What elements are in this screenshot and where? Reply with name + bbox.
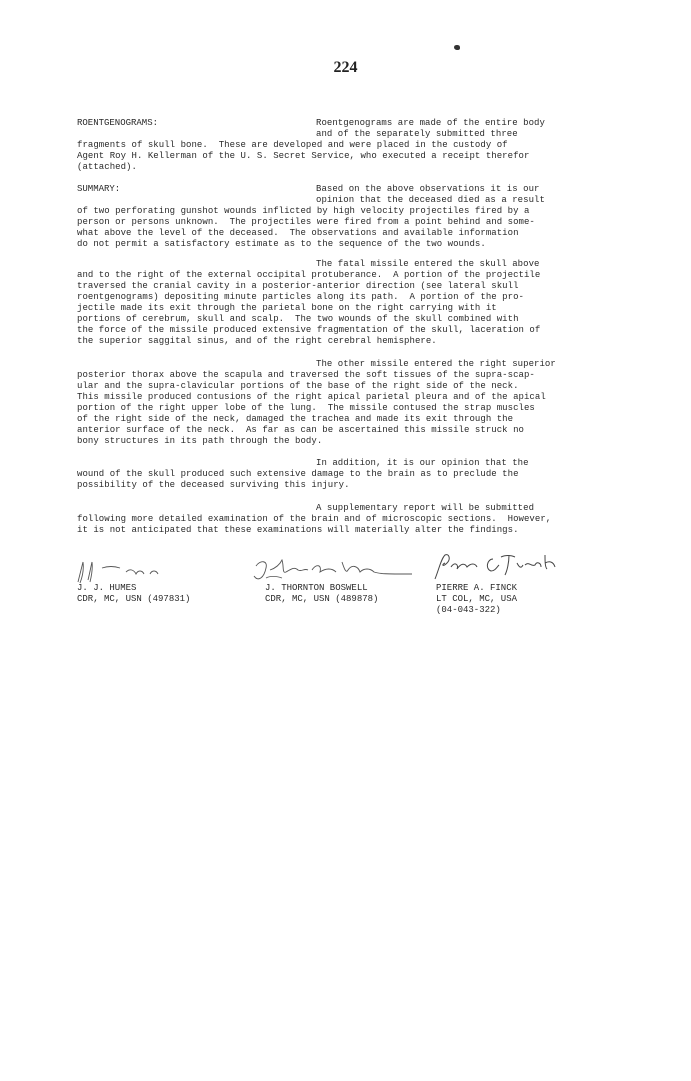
paragraph-line: The other missile entered the right superior — [316, 359, 556, 369]
paragraph-line: roentgenograms) depositing minute particles along its path. A portion of the pro- — [77, 292, 524, 302]
paragraph-line: do not permit a satisfactory estimate as to the sequence of the two wounds. — [77, 239, 486, 249]
ink-mark — [454, 45, 460, 50]
signatory-rank: LT COL, MC, USA — [436, 594, 518, 604]
paragraph-line: posterior thorax above the scapula and traversed the soft tissues of the supra-scap- — [77, 370, 535, 380]
paragraph-line: opinion that the deceased died as a result — [316, 195, 545, 205]
paragraph-line: A supplementary report will be submitted — [316, 503, 535, 513]
paragraph-line: In addition, it is our opinion that the — [316, 458, 529, 468]
paragraph-line: possibility of the deceased surviving this injury. — [77, 480, 350, 490]
signature-humes — [74, 556, 174, 586]
paragraph-line: (attached). — [77, 162, 137, 172]
paragraph-line: what above the level of the deceased. The observations and available information — [77, 228, 519, 238]
paragraph-line: of two perforating gunshot wounds inflicted by high velocity projectiles fired by a — [77, 206, 530, 216]
paragraph-line: of the right side of the neck, damaged the trachea and made its exit through the — [77, 414, 514, 424]
paragraph-line: following more detailed examination of the brain and of microscopic sections. However, — [77, 514, 552, 524]
paragraph-line: portions of cerebrum, skull and scalp. The two wounds of the skull combined with — [77, 314, 519, 324]
signatory-rank: CDR, MC, USN (497831) — [77, 594, 191, 604]
signatory-name: J. THORNTON BOSWELL — [265, 583, 368, 593]
paragraph-line: it is not anticipated that these examinations will materially alter the findings. — [77, 525, 519, 535]
paragraph-line: person or persons unknown. The projectiles were fired from a point behind and some- — [77, 217, 535, 227]
paragraph-line: The fatal missile entered the skull above — [316, 259, 540, 269]
paragraph-line: This missile produced contusions of the right apical parietal pleura and of the apical — [77, 392, 546, 402]
paragraph-line: anterior surface of the neck. As far as can be ascertained this missile struck no — [77, 425, 524, 435]
paragraph-line: Agent Roy H. Kellerman of the U. S. Secret Service, who executed a receipt therefor — [77, 151, 530, 161]
summary-heading: SUMMARY: — [77, 184, 121, 194]
paragraph-line: traversed the cranial cavity in a posterior-anterior direction (see lateral skull — [77, 281, 519, 291]
signatory-name: PIERRE A. FINCK — [436, 583, 518, 593]
paragraph-line: jectile made its exit through the parietal bone on the right carrying with it — [77, 303, 497, 313]
signatory-name: J. J. HUMES — [77, 583, 137, 593]
paragraph-line: wound of the skull produced such extensive damage to the brain as to preclude the — [77, 469, 519, 479]
roentgenograms-heading: ROENTGENOGRAMS: — [77, 118, 159, 128]
page-number: 224 — [333, 59, 358, 76]
signatory-rank: CDR, MC, USN (489878) — [265, 594, 379, 604]
paragraph-line: portion of the right upper lobe of the lung. The missile contused the strap muscles — [77, 403, 535, 413]
signature-finck — [431, 549, 571, 583]
paragraph-line: fragments of skull bone. These are developed and were placed in the custody of — [77, 140, 508, 150]
paragraph-line: the force of the missile produced extensive fragmentation of the skull, laceration of — [77, 325, 541, 335]
paragraph-line: the superior saggital sinus, and of the right cerebral hemisphere. — [77, 336, 437, 346]
paragraph-line: Roentgenograms are made of the entire body — [316, 118, 545, 128]
paragraph-line: and to the right of the external occipital protuberance. A portion of the projectile — [77, 270, 541, 280]
signatory-serial: (04-043-322) — [436, 605, 501, 615]
paragraph-line: Based on the above observations it is our — [316, 184, 540, 194]
signature-boswell — [246, 556, 416, 586]
paragraph-line: bony structures in its path through the body. — [77, 436, 323, 446]
paragraph-line: and of the separately submitted three — [316, 129, 518, 139]
paragraph-line: ular and the supra-clavicular portions of the base of the right side of the neck. — [77, 381, 519, 391]
